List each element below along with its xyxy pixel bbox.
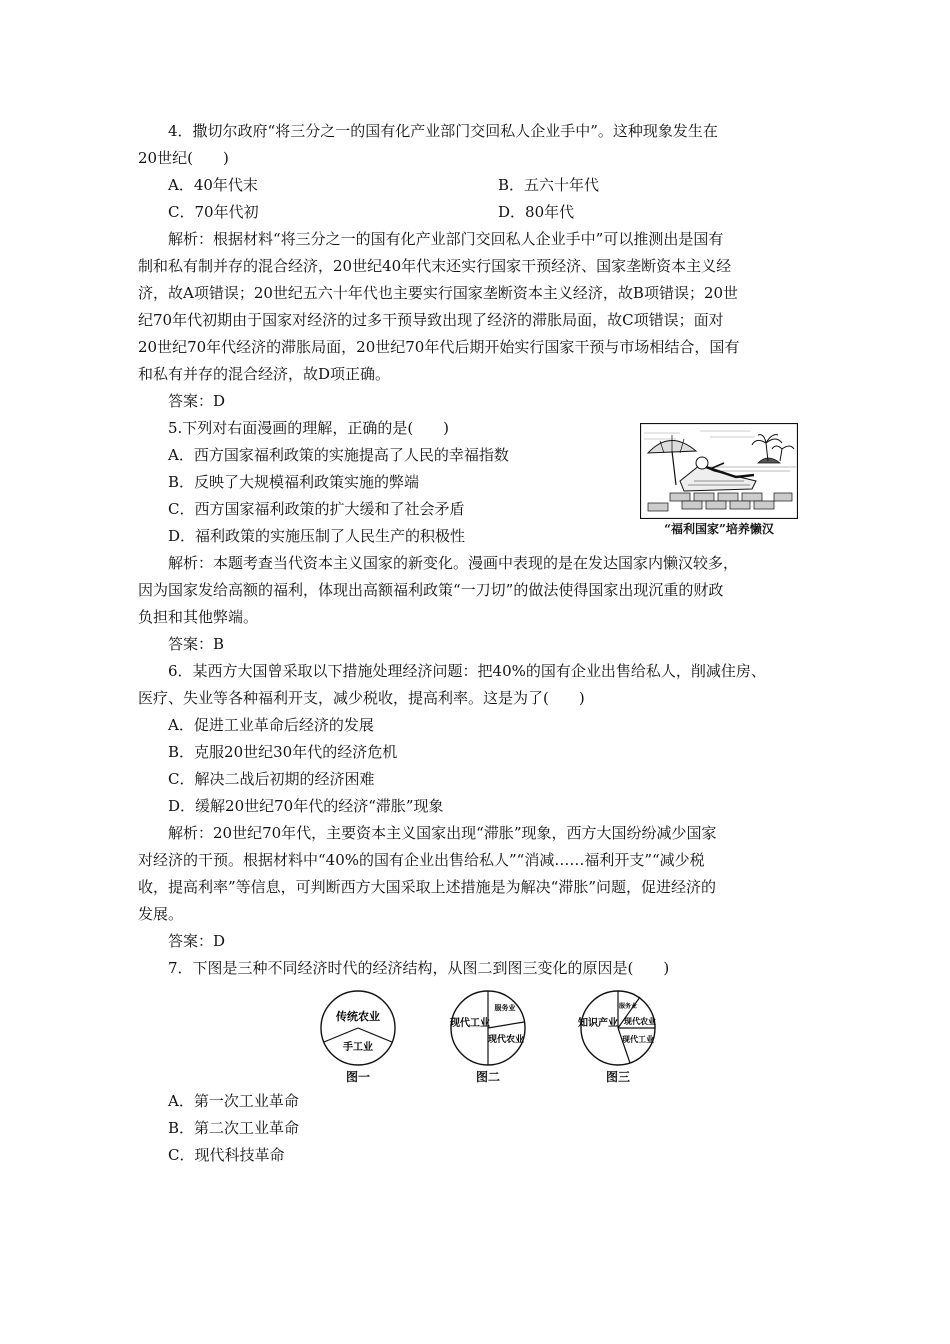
figure-1-label-2: 手工业	[343, 1042, 373, 1053]
figure-1-label-1: 传统农业	[336, 1010, 380, 1023]
q5-option-c: C．西方国家福利政策的扩大缓和了社会矛盾	[168, 500, 465, 518]
q4-option-d: D．80年代	[498, 203, 575, 221]
q5-option-d: D．福利政策的实施压制了人民生产的积极性	[168, 527, 466, 545]
figure-1	[308, 988, 408, 1086]
q7-option-c: C．现代科技革命	[168, 1146, 285, 1164]
q5-option-a: A．西方国家福利政策的实施提高了人民的幸福指数	[168, 446, 509, 464]
q7-option-b: B．第二次工业革命	[168, 1119, 300, 1137]
q4-stem-line1: 4．撒切尔政府“将三分之一的国有化产业部门交回私人企业手中”。这种现象发生在	[168, 122, 718, 140]
q7-stem: 7．下图是三种不同经济时代的经济结构，从图二到图三变化的原因是( )	[168, 959, 670, 977]
figure-3-label-2: 服务业	[618, 1003, 638, 1010]
q6-analysis-line3: 收，提高利率”等信息，可判断西方大国采取上述措施是为解决“滞胀”问题，促进经济的	[138, 878, 717, 896]
q4-stem-line2: 20世纪( )	[138, 149, 229, 167]
q5-answer: 答案：B	[168, 635, 225, 653]
q5-analysis-line1: 解析：本题考查当代资本主义国家的新变化。漫画中表现的是在发达国家内懒汉较多，	[168, 554, 739, 572]
q6-analysis-line4: 发展。	[138, 905, 184, 923]
q6-option-c: C．解决二战后初期的经济困难	[168, 770, 375, 788]
q6-stem-line2: 医疗、失业等各种福利开支，减少税收，提高利率。这是为了( )	[138, 689, 585, 707]
figure-2-label-3: 现代农业	[487, 1035, 525, 1045]
document-page	[138, 118, 828, 1169]
figure-1-caption: 图一	[345, 1070, 370, 1084]
q6-stem-line1: 6．某西方大国曾采取以下措施处理经济问题：把40%的国有企业出售给私人，削减住房、	[168, 662, 766, 680]
q4-analysis-line6: 和私有并存的混合经济，故D项正确。	[138, 365, 391, 383]
q4-analysis-line5: 20世纪70年代经济的滞胀局面，20世纪70年代后期开始实行国家干预与市场相结合，国有	[138, 338, 740, 356]
welfare-cartoon	[640, 423, 798, 537]
figure-3-label-3: 现代农业	[624, 1017, 656, 1026]
q4-analysis-line2: 制和私有制并存的混合经济，20世纪40年代末还实行国家干预经济、国家垄断资本主义经	[138, 257, 732, 275]
figure-3-pie	[578, 988, 658, 1068]
q6-option-a: A．促进工业革命后经济的发展	[168, 716, 374, 734]
q4-analysis-line4: 纪70年代初期由于国家对经济的过多干预导致出现了经济的滞胀局面，故C项错误；面对	[138, 311, 724, 329]
q6-option-d: D．缓解20世纪70年代的经济“滞胀”现象	[168, 797, 444, 815]
figure-3	[568, 988, 668, 1086]
q4-options-row2	[138, 199, 828, 226]
figure-1-pie	[318, 988, 398, 1068]
question-7	[138, 955, 828, 1169]
q7-option-a: A．第一次工业革命	[168, 1092, 299, 1110]
q5-option-b: B．反映了大规模福利政策实施的弊端	[168, 473, 420, 491]
welfare-cartoon-image	[640, 423, 798, 519]
question-6	[138, 658, 828, 955]
q5-analysis-line3: 负担和其他弊端。	[138, 608, 259, 626]
q4-option-b: B．五六十年代	[498, 176, 600, 194]
figure-3-caption: 图三	[605, 1070, 630, 1084]
figure-2-label-2: 服务业	[494, 1004, 516, 1012]
figure-3-label-1: 知识产业	[578, 1018, 618, 1029]
q4-option-a: A．40年代末	[168, 176, 258, 194]
q5-stem: 5.下列对右面漫画的理解，正确的是( )	[168, 419, 450, 437]
question-5	[138, 415, 828, 658]
q6-answer: 答案：D	[168, 932, 226, 950]
q4-options-row1	[138, 172, 828, 199]
figure-2-caption: 图二	[475, 1070, 500, 1084]
q6-analysis-line2: 对经济的干预。根据材料中“40%的国有企业出售给私人”“消减……福利开支”“减少税	[138, 851, 705, 869]
q4-option-c: C．70年代初	[168, 203, 259, 221]
q4-answer: 答案：D	[168, 392, 226, 410]
cartoon-caption: “福利国家”培养懒汉	[664, 522, 774, 536]
figure-2	[438, 988, 538, 1086]
q6-analysis-line1: 解析：20世纪70年代，主要资本主义国家出现“滞胀”现象，西方大国纷纷减少国家	[168, 824, 717, 842]
q5-analysis-line2: 因为国家发给高额的福利，体现出高额福利政策“一刀切”的做法使得国家出现沉重的财政	[138, 581, 724, 599]
figure-2-label-1: 现代工业	[450, 1018, 490, 1029]
q4-analysis-line3: 济，故A项错误；20世纪五六十年代也主要实行国家垄断资本主义经济，故B项错误；20世	[138, 284, 739, 302]
q6-option-b: B．克服20世纪30年代的经济危机	[168, 743, 398, 761]
figure-3-label-4: 现代工业	[622, 1035, 654, 1044]
question-4	[138, 118, 828, 415]
figure-2-pie	[448, 988, 528, 1068]
q4-analysis-line1: 解析：根据材料“将三分之一的国有化产业部门交回私人企业手中”可以推测出是国有	[168, 230, 724, 248]
economic-structure-figures	[138, 988, 828, 1086]
